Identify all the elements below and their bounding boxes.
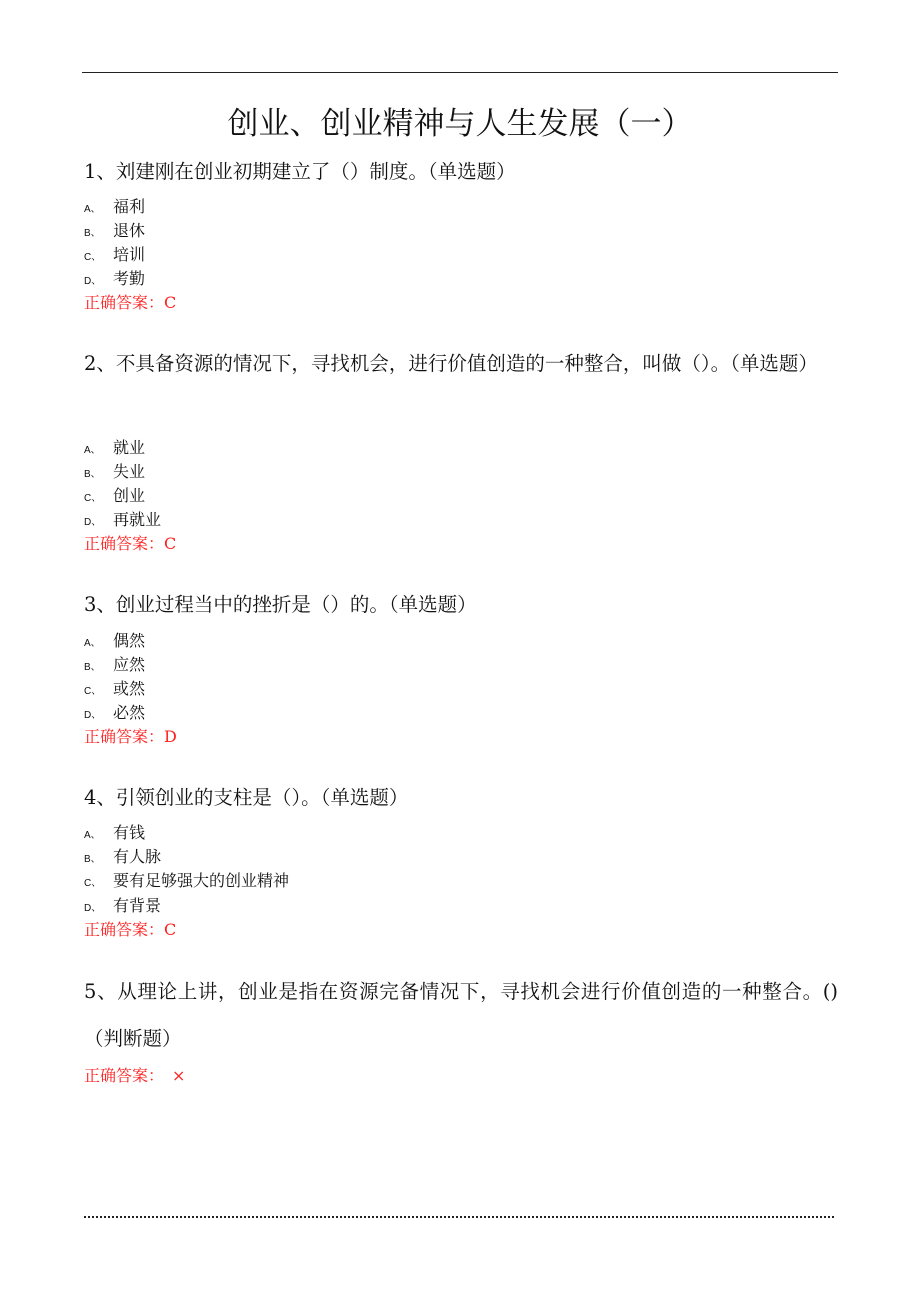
answer-value: C [164,920,177,939]
option [84,677,145,704]
option-text: 培训 [113,245,146,264]
option [84,243,145,270]
question-text: 3、创业过程当中的挫折是（）的。（单选题） [84,593,477,616]
correct-answer [84,291,176,315]
option-letter: B、 [84,662,101,673]
option [84,508,161,535]
top-rule [82,72,838,73]
answer-label: 正确答案： [84,920,165,939]
option-text: 有钱 [113,823,146,842]
answer-label: 正确答案： [84,534,165,553]
option-letter: C、 [84,686,102,697]
option-letter: D、 [84,710,102,721]
option-text: 福利 [113,197,146,216]
option [84,653,145,680]
option [84,484,145,511]
option [84,845,161,872]
option-text: 再就业 [113,510,162,529]
option-letter: C、 [84,878,102,889]
option-text: 有背景 [113,896,162,915]
option [84,894,161,921]
option-text: 失业 [113,462,146,481]
option-letter: B、 [84,854,101,865]
option [84,219,145,246]
option-text: 必然 [113,703,146,722]
option-text: 就业 [113,438,146,457]
option [84,821,145,848]
option-letter: D、 [84,903,102,914]
option [84,869,289,896]
option-letter: B、 [84,469,101,480]
question-text: 5、从理论上讲，创业是指在资源完备情况下，寻找机会进行价值创造的一种整合。()（判断题） [84,980,838,1050]
correct-answer [84,725,177,749]
correct-answer [84,1064,185,1088]
answer-value: C [164,534,177,553]
answer-value: D [164,727,177,746]
option-letter: C、 [84,493,102,504]
option-letter: A、 [84,445,101,456]
option-text: 有人脉 [113,847,162,866]
correct-answer [84,532,176,556]
option [84,436,145,463]
option-text: 退休 [113,221,146,240]
question-text: 2、不具备资源的情况下，寻找机会，进行价值创造的一种整合，叫做（）。（单选题） [84,352,818,375]
option [84,701,145,728]
option-letter: A、 [84,638,101,649]
option-text: 应然 [113,655,146,674]
answer-value: × [156,1066,186,1085]
option-text: 要有足够强大的创业精神 [113,871,290,890]
option-text: 或然 [113,679,146,698]
option [84,267,145,294]
option-text: 偶然 [113,631,146,650]
answer-label: 正确答案： [84,1066,157,1085]
option-letter: A、 [84,830,101,841]
answer-label: 正确答案： [84,727,165,746]
option-letter: A、 [84,204,101,215]
option-text: 考勤 [113,269,146,288]
option-letter: D、 [84,517,102,528]
option-letter: D、 [84,276,102,287]
option-letter: C、 [84,252,102,263]
question-text: 1、刘建刚在创业初期建立了（）制度。（单选题） [84,160,516,183]
option-text: 创业 [113,486,146,505]
option-letter: B、 [84,228,101,239]
page-title: 创业、创业精神与人生发展（一） [227,106,693,142]
question-text: 4、引领创业的支柱是（）。（单选题） [84,786,409,809]
option [84,629,145,656]
option [84,195,145,222]
option [84,460,145,487]
answer-value: C [164,293,177,312]
answer-label: 正确答案： [84,293,165,312]
correct-answer [84,918,176,942]
dotted-separator [84,1216,834,1218]
